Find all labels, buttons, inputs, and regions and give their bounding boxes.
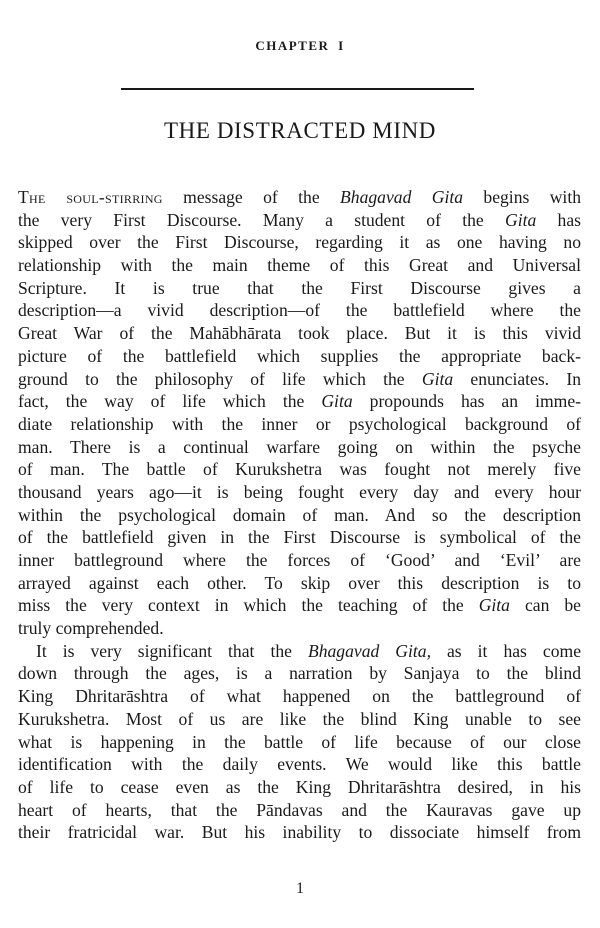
text-line xyxy=(18,640,581,663)
text-run: Kurukshetra. Most of us are like the blind King unable to see xyxy=(18,708,581,729)
paragraph-1 xyxy=(18,186,581,640)
text-line xyxy=(18,708,581,731)
text-line xyxy=(18,753,581,776)
text-line xyxy=(18,254,581,277)
text-run: truly comprehended. xyxy=(18,618,164,639)
italic-run: Gita xyxy=(421,368,454,389)
text-line xyxy=(18,617,581,640)
text-run: arrayed against each other. To skip over this description is to xyxy=(18,572,581,593)
text-line xyxy=(18,572,581,595)
small-caps-run: The soul-stirring xyxy=(18,187,163,207)
text-run: of man. The battle of Kurukshetra was fought not merely five xyxy=(18,459,581,480)
text-line xyxy=(18,413,581,436)
text-run: thousand years ago—it is being fought every day and every hour xyxy=(18,481,581,502)
text-run: what is happening in the battle of life because of our close xyxy=(18,731,581,752)
text-line xyxy=(18,436,581,459)
text-run: miss the very context in which the teaching of the xyxy=(18,595,479,616)
text-run: can be xyxy=(509,595,581,616)
text-run: message of the xyxy=(162,187,341,207)
text-line xyxy=(18,277,581,300)
text-run: skipped over the First Discourse, regarding it as one having no xyxy=(18,232,581,253)
text-run: of the battlefield given in the First Discourse is symbolical of the xyxy=(18,527,581,548)
text-line xyxy=(18,186,581,209)
text-run: propounds has an imme- xyxy=(352,391,581,412)
text-run: their fratricidal war. But his inability to dissociate himself from xyxy=(18,822,581,843)
italic-run: Gita xyxy=(321,391,353,412)
text-run: within the psychological domain of man. And so the description xyxy=(18,504,581,525)
text-line xyxy=(18,662,581,685)
text-line xyxy=(18,776,581,799)
text-run: diate relationship with the inner or psychological background of xyxy=(18,413,581,434)
text-line xyxy=(18,821,581,844)
paragraph-2 xyxy=(18,640,581,844)
text-run: description—a vivid description—of the battlefield where the xyxy=(18,300,581,321)
text-line xyxy=(18,345,581,368)
text-run: relationship with the main theme of this Great and Universal xyxy=(18,255,581,276)
page-number: 1 xyxy=(296,880,304,897)
text-run: ground to the philosophy of life which the xyxy=(18,368,422,389)
text-line xyxy=(18,504,581,527)
text-line xyxy=(18,231,581,254)
text-line xyxy=(18,549,581,572)
chapter-label: CHAPTER I xyxy=(255,38,345,53)
text-run: fact, the way of life which the xyxy=(18,391,322,412)
text-run: King Dhritarāshtra of what happened on the battleground of xyxy=(18,686,581,707)
text-line xyxy=(18,685,581,708)
text-run: enunciates. In xyxy=(453,368,581,389)
body-text xyxy=(18,186,581,844)
text-run: has xyxy=(536,209,581,230)
text-run: Scripture. It is true that the First Discourse gives a xyxy=(18,277,581,298)
italic-run: Bhagavad Gita, xyxy=(307,640,431,661)
text-run: picture of the battlefield which supplies the appropriate back- xyxy=(18,345,581,366)
text-line xyxy=(18,594,581,617)
text-line xyxy=(18,526,581,549)
text-line xyxy=(18,368,581,391)
text-run: man. There is a continual warfare going on within the psyche xyxy=(18,436,581,457)
text-run: heart of hearts, that the Pāndavas and the Kauravas gave up xyxy=(18,799,581,820)
text-line xyxy=(18,322,581,345)
text-run: of life to cease even as the King Dhritarāshtra desired, in his xyxy=(18,776,581,797)
text-line xyxy=(18,390,581,413)
text-run: It is very significant that the xyxy=(36,640,308,661)
text-line xyxy=(18,799,581,822)
text-run: identification with the daily events. We would like this battle xyxy=(18,754,581,775)
text-line xyxy=(18,481,581,504)
text-line xyxy=(18,731,581,754)
text-run: begins with xyxy=(463,187,581,207)
italic-run: Gita xyxy=(504,209,537,230)
text-run: as it has come xyxy=(430,640,582,661)
italic-run: Bhagavad Gita xyxy=(340,187,464,207)
text-run: Great War of the Mahābhārata took place. But it is this vivid xyxy=(18,323,581,344)
text-run: the very First Discourse. Many a student of the xyxy=(18,209,505,230)
text-line xyxy=(18,209,581,232)
italic-run: Gita xyxy=(478,595,510,616)
text-line xyxy=(18,458,581,481)
text-run: inner battleground where the forces of ‘Good’ and ‘Evil’ are xyxy=(18,550,581,570)
chapter-title: THE DISTRACTED MIND xyxy=(163,118,437,143)
header-rule xyxy=(121,88,474,90)
text-line xyxy=(18,299,581,322)
text-run: down through the ages, is a narration by Sanjaya to the blind xyxy=(18,663,581,684)
